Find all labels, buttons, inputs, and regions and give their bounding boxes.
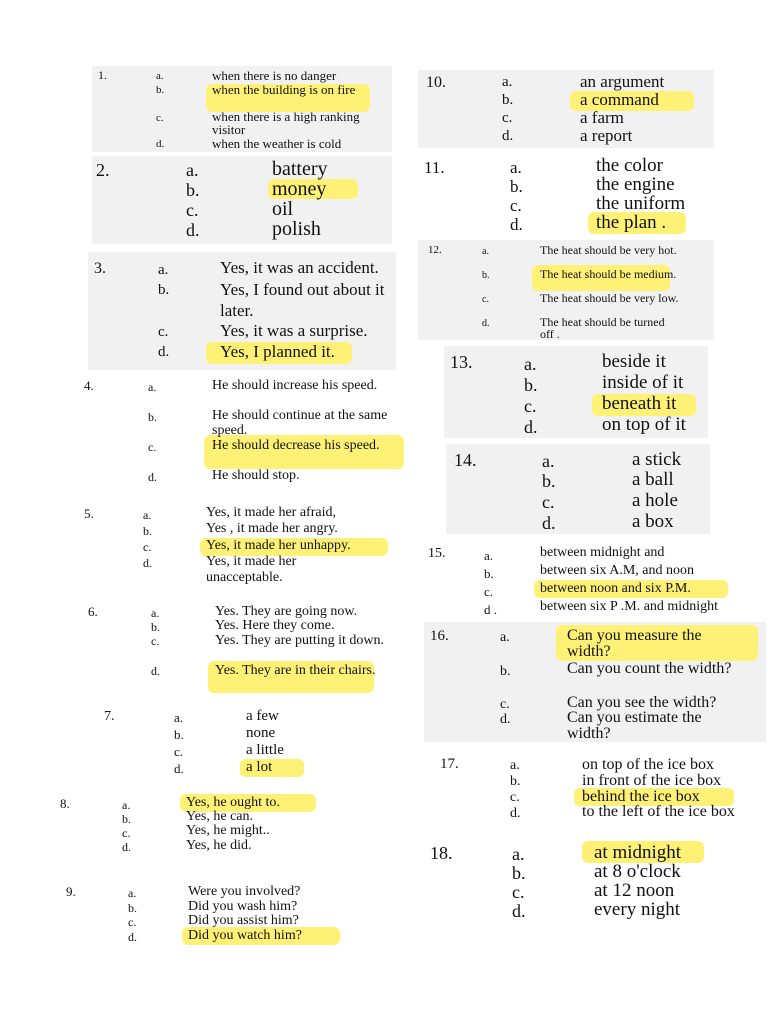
option-text: at 8 o'clock bbox=[594, 861, 681, 882]
option-text: in front of the ice box bbox=[582, 772, 722, 789]
option-text: Yes, it made her afraid, bbox=[206, 505, 336, 520]
option-letter: d. bbox=[151, 664, 160, 678]
option-letter: c. bbox=[128, 915, 137, 929]
option-text: behind the ice box bbox=[582, 788, 700, 805]
option-letter: b. bbox=[482, 270, 490, 281]
option-letter: d. bbox=[122, 840, 131, 854]
option-text: a report bbox=[580, 126, 633, 145]
option-letter: d. bbox=[524, 417, 538, 437]
option-letter: c. bbox=[122, 826, 131, 840]
question-number: 11. bbox=[424, 158, 445, 177]
option-text: The heat should be very low. bbox=[540, 291, 679, 305]
option-text: Did you assist him? bbox=[188, 913, 299, 928]
option-text: a little bbox=[246, 742, 284, 758]
option-text: the engine bbox=[596, 174, 675, 195]
option-letter: b. bbox=[542, 471, 556, 491]
option-letter: b. bbox=[524, 375, 538, 395]
option-text: Yes. They are going now. bbox=[215, 604, 358, 619]
option-text: Can you count the width? bbox=[567, 660, 732, 677]
option-letter: b. bbox=[510, 177, 523, 196]
option-text: Did you wash him? bbox=[188, 899, 298, 914]
option-text: an argument bbox=[580, 72, 665, 91]
question-number: 10. bbox=[426, 74, 446, 91]
option-text: beneath it bbox=[602, 393, 677, 414]
option-letter: c. bbox=[186, 200, 199, 220]
option-text: He should decrease his speed. bbox=[212, 438, 380, 453]
option-letter: a. bbox=[512, 844, 525, 864]
option-text: Yes. Here they come. bbox=[215, 618, 335, 633]
option-text: Yes, it was an accident. bbox=[220, 258, 379, 277]
option-text: Yes. They are in their chairs. bbox=[215, 663, 376, 678]
option-letter: c. bbox=[151, 634, 160, 648]
option-text: Can you measure the width? bbox=[567, 627, 702, 660]
option-text: when there is a high ranking visitor bbox=[212, 109, 360, 137]
option-letter: b. bbox=[502, 92, 514, 108]
option-letter: d. bbox=[143, 556, 152, 570]
option-letter: b. bbox=[512, 863, 526, 883]
option-letter: a. bbox=[174, 710, 184, 725]
question-number: 7. bbox=[104, 709, 115, 724]
option-letter: a. bbox=[502, 74, 513, 90]
option-text: inside of it bbox=[602, 372, 684, 393]
option-letter: c. bbox=[500, 697, 510, 712]
option-letter: d. bbox=[512, 901, 526, 921]
option-letter: a. bbox=[128, 886, 137, 900]
option-text: a box bbox=[632, 511, 674, 532]
option-text: a lot bbox=[246, 759, 273, 775]
option-letter: c. bbox=[510, 196, 522, 215]
option-text: a ball bbox=[632, 469, 674, 490]
option-letter: c. bbox=[158, 324, 169, 340]
option-letter: b. bbox=[151, 620, 160, 634]
option-letter: b. bbox=[143, 524, 152, 538]
option-text: the uniform bbox=[596, 193, 686, 214]
question-number: 17. bbox=[440, 756, 459, 772]
option-letter: b. bbox=[158, 282, 170, 298]
option-text: He should increase his speed. bbox=[212, 378, 378, 393]
option-text: to the left of the ice box bbox=[582, 803, 735, 820]
option-letter: a. bbox=[151, 606, 160, 620]
option-letter: a. bbox=[510, 158, 522, 177]
option-text: at 12 noon bbox=[594, 880, 675, 901]
option-text: when the building is on fire bbox=[212, 82, 356, 97]
option-text: on top of it bbox=[602, 414, 686, 435]
option-letter: c. bbox=[482, 294, 489, 305]
question-number: 5. bbox=[84, 506, 94, 521]
option-text: Yes, he did. bbox=[186, 838, 252, 853]
option-letter: d. bbox=[500, 712, 511, 727]
option-text: The heat should be medium. bbox=[540, 267, 677, 281]
option-text: on top of the ice box bbox=[582, 756, 714, 773]
question-number: 4. bbox=[84, 378, 94, 393]
option-text: Yes, it was a surprise. bbox=[220, 321, 368, 340]
option-letter: a. bbox=[500, 630, 510, 645]
option-letter: d. bbox=[502, 128, 514, 144]
question-number: 16. bbox=[430, 628, 449, 644]
option-letter: a. bbox=[156, 70, 164, 82]
option-letter: a. bbox=[148, 380, 157, 394]
option-text: between six P .M. and midnight bbox=[540, 599, 718, 614]
option-letter: d. bbox=[174, 761, 184, 776]
option-text: Can you see the width? bbox=[567, 694, 717, 711]
option-text: the plan . bbox=[596, 212, 667, 233]
option-letter: d. bbox=[148, 470, 157, 484]
option-text: The heat should be turned off . bbox=[540, 315, 665, 341]
option-text: oil bbox=[272, 198, 294, 220]
question-number: 1. bbox=[98, 68, 107, 82]
option-letter: a. bbox=[482, 246, 489, 257]
option-text: a stick bbox=[632, 449, 682, 470]
option-letter: b. bbox=[500, 664, 511, 679]
option-letter: a. bbox=[510, 758, 520, 773]
question-number: 18. bbox=[430, 843, 453, 863]
option-letter: a. bbox=[186, 160, 199, 180]
option-text: polish bbox=[272, 218, 321, 240]
option-letter: d. bbox=[156, 138, 165, 150]
option-letter: c. bbox=[542, 492, 555, 512]
question-number: 9. bbox=[66, 884, 76, 899]
question-number: 15. bbox=[428, 546, 446, 561]
option-text: between midnight and bbox=[540, 545, 665, 560]
question-number: 13. bbox=[450, 352, 473, 372]
option-text: between six A.M, and noon bbox=[540, 563, 694, 578]
option-text: beside it bbox=[602, 351, 666, 372]
option-letter: c. bbox=[502, 110, 513, 126]
option-text: The heat should be very hot. bbox=[540, 243, 677, 257]
question-number: 12. bbox=[428, 244, 442, 256]
option-text: money bbox=[272, 178, 327, 200]
option-text: every night bbox=[594, 899, 681, 920]
option-text: when the weather is cold bbox=[212, 136, 342, 151]
option-text: Yes, I planned it. bbox=[220, 342, 335, 361]
option-text: He should continue at the same speed. bbox=[212, 408, 388, 438]
option-text: a farm bbox=[580, 108, 624, 127]
option-text: when there is no danger bbox=[212, 68, 337, 83]
option-text: none bbox=[246, 725, 276, 741]
option-text: Yes, he can. bbox=[186, 809, 254, 824]
option-text: a hole bbox=[632, 490, 678, 511]
question-number: 6. bbox=[88, 604, 98, 619]
option-letter: a. bbox=[524, 354, 537, 374]
option-letter: a. bbox=[122, 798, 131, 812]
option-letter: b. bbox=[186, 180, 200, 200]
option-text: a command bbox=[580, 90, 659, 109]
option-text: He should stop. bbox=[212, 468, 300, 483]
option-letter: c. bbox=[174, 744, 184, 759]
option-letter: c. bbox=[156, 112, 164, 124]
option-letter: b. bbox=[128, 901, 137, 915]
option-text: Were you involved? bbox=[188, 884, 301, 899]
question-2 bbox=[92, 156, 392, 244]
option-letter: b. bbox=[510, 774, 521, 789]
option-letter: d. bbox=[482, 318, 490, 329]
option-text: Yes, it made her unacceptable. bbox=[206, 554, 297, 585]
option-text: Yes. They are putting it down. bbox=[215, 633, 385, 648]
option-letter: b. bbox=[148, 410, 157, 424]
option-text: battery bbox=[272, 158, 328, 180]
option-text: Yes, he ought to. bbox=[186, 795, 280, 810]
option-text: Yes, he might.. bbox=[186, 823, 270, 838]
option-letter: d. bbox=[510, 806, 521, 821]
option-text: Yes, I found out about it later. bbox=[220, 280, 385, 320]
option-letter: b. bbox=[122, 812, 131, 826]
option-letter: b. bbox=[156, 84, 165, 96]
option-text: Did you watch him? bbox=[188, 928, 302, 943]
option-letter: a. bbox=[484, 548, 494, 563]
option-letter: d. bbox=[186, 220, 200, 240]
option-letter: b. bbox=[174, 727, 184, 742]
option-letter: c. bbox=[143, 540, 152, 554]
option-letter: c. bbox=[512, 882, 525, 902]
option-letter: d. bbox=[542, 513, 556, 533]
option-letter: d. bbox=[510, 215, 523, 234]
option-letter: d. bbox=[128, 930, 137, 944]
option-letter: a. bbox=[143, 508, 152, 522]
question-number: 8. bbox=[60, 796, 70, 811]
question-number: 14. bbox=[454, 450, 477, 470]
option-letter: c. bbox=[524, 396, 537, 416]
option-letter: b. bbox=[484, 566, 494, 581]
question-number: 2. bbox=[96, 160, 110, 180]
option-text: Yes , it made her angry. bbox=[206, 521, 338, 536]
option-letter: c. bbox=[510, 790, 520, 805]
option-letter: a. bbox=[158, 262, 169, 278]
question-number: 3. bbox=[94, 260, 106, 277]
option-letter: c. bbox=[148, 440, 157, 454]
option-text: Can you estimate the width? bbox=[567, 709, 702, 742]
option-text: at midnight bbox=[594, 842, 682, 863]
option-letter: d. bbox=[158, 344, 170, 360]
option-text: Yes, it made her unhappy. bbox=[206, 538, 351, 553]
option-text: between noon and six P.M. bbox=[540, 581, 691, 596]
option-letter: d . bbox=[484, 602, 497, 617]
option-text: a few bbox=[246, 708, 279, 724]
option-text: the color bbox=[596, 155, 664, 176]
option-letter: c. bbox=[484, 584, 494, 599]
option-letter: a. bbox=[542, 451, 555, 471]
